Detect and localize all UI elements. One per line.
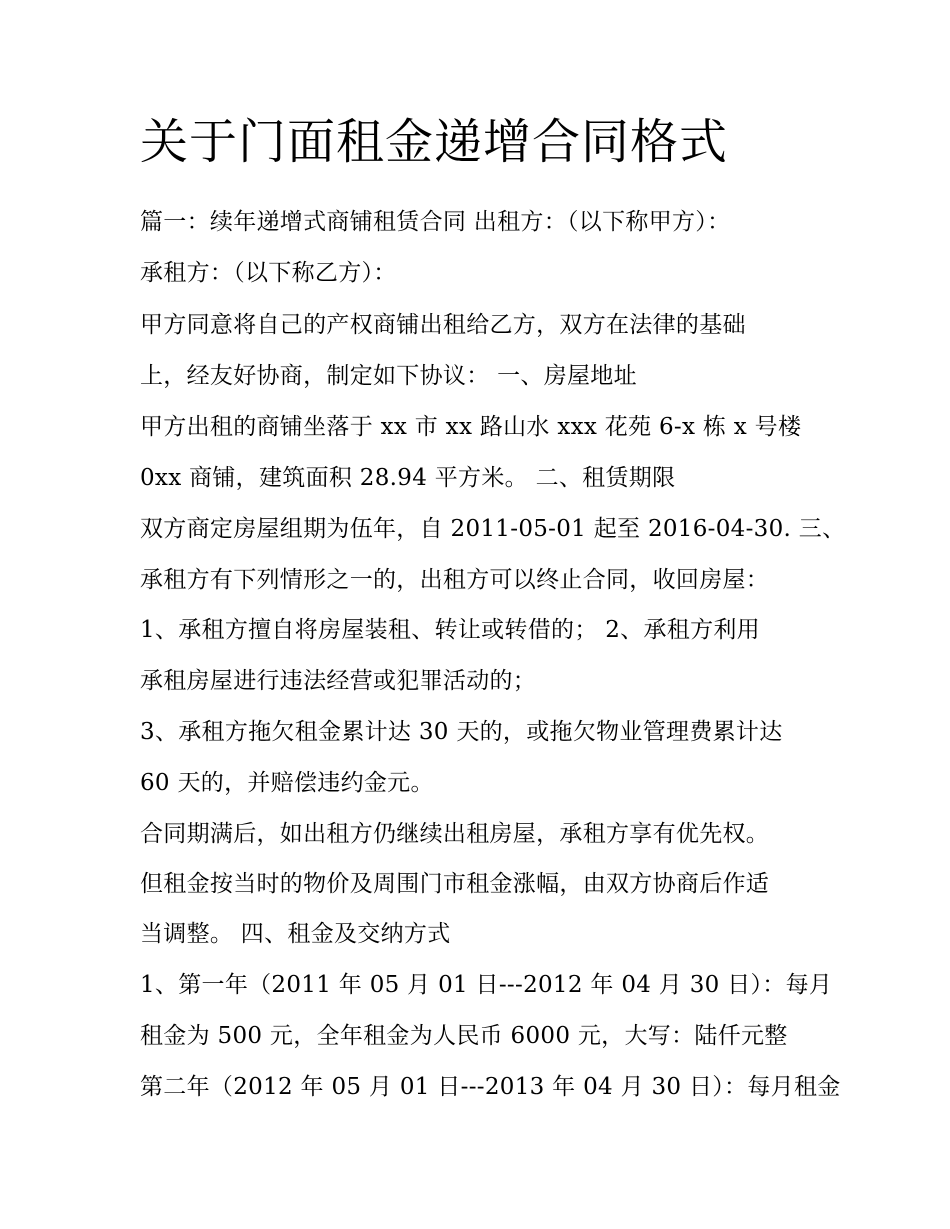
text-line-2: 承租方：（以下称乙方）：: [140, 260, 397, 286]
text-line-4: 上，经友好协商，制定如下协议： 一、房屋地址: [140, 363, 637, 389]
text-line-18: 第二年（2012 年 05 月 01 日---2013 年 04 月 30 日）：每月租金: [140, 1074, 841, 1100]
document-title: 关于门面租金递增合同格式: [140, 114, 729, 170]
text-line-12: 60 天的，并赔偿违约金元。: [140, 770, 434, 796]
text-line-6: 0xx 商铺，建筑面积 28.94 平方米。 二、租赁期限: [140, 465, 676, 491]
text-line-9: 1、承租方擅自将房屋装租、转让或转借的； 2、承租方利用: [140, 617, 760, 643]
text-line-13: 合同期满后，如出租方仍继续出租房屋，承租方享有优先权。: [140, 821, 770, 847]
text-line-5: 甲方出租的商铺坐落于 xx 市 xx 路山水 xxx 花苑 6-x 栋 x 号楼: [140, 414, 802, 440]
text-line-11: 3、承租方拖欠租金累计达 30 天的，或拖欠物业管理费累计达: [140, 719, 783, 745]
text-line-14: 但租金按当时的物价及周围门市租金涨幅，由双方协商后作适: [140, 871, 770, 897]
text-line-15: 当调整。 四、租金及交纳方式: [140, 921, 451, 947]
text-line-1: 篇一：续年递增式商铺租赁合同 出租方：（以下称甲方）：: [140, 209, 731, 235]
text-line-8: 承租方有下列情形之一的，出租方可以终止合同，收回房屋：: [140, 567, 770, 593]
text-line-10: 承租房屋进行违法经营或犯罪活动的；: [140, 668, 537, 694]
text-line-17: 租金为 500 元，全年租金为人民币 6000 元，大写：陆仟元整: [140, 1023, 788, 1049]
text-line-16: 1、第一年（2011 年 05 月 01 日---2012 年 04 月 30 日）：每月: [140, 972, 833, 998]
text-line-3: 甲方同意将自己的产权商铺出租给乙方，双方在法律的基础: [140, 312, 746, 338]
text-line-7: 双方商定房屋组期为伍年，自 2011-05-01 起至 2016-04-30. 三、: [140, 516, 846, 542]
